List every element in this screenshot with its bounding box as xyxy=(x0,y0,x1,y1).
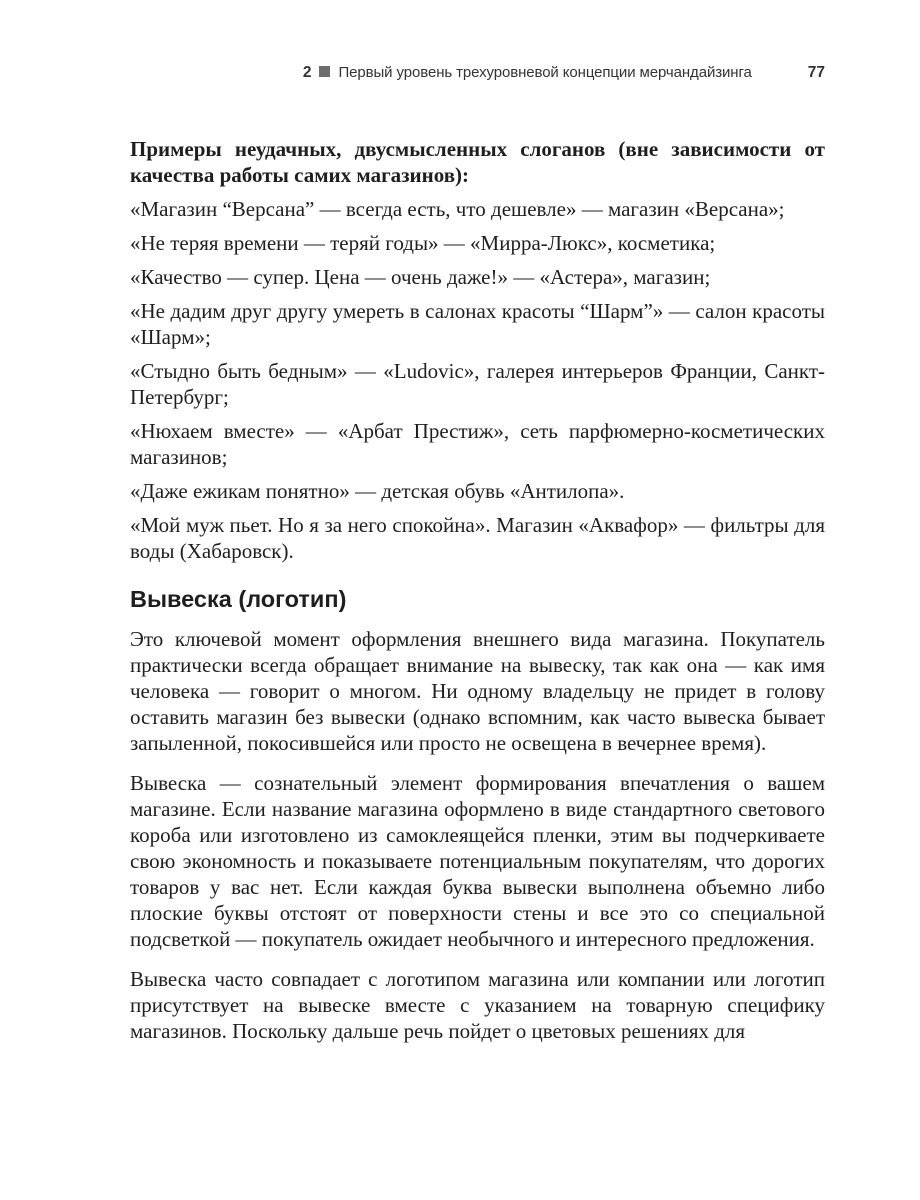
slogan-item-5: «Стыдно быть бедным» — «Ludovic», галерея интерьеров Франции, Санкт-Петербург; xyxy=(130,359,825,409)
chapter-number: 2 xyxy=(302,64,312,81)
paragraph-1: Это ключевой момент оформления внешнего вида магазина. Покупатель практически всегда обращает внимание на вывеску, так как она — как имя человека — говорит о многом. Ни одному владельцу не придет в голову оставить магазин без вывески (однако вспомним, как часто вывеска бывает запыленной, покосившейся или просто не освещена в вечернее время). xyxy=(130,627,825,755)
slogan-item-4: «Не дадим друг другу умереть в салонах красоты “Шарм”» — салон красоты «Шарм»; xyxy=(130,299,825,349)
page-body xyxy=(130,136,825,1058)
slogan-item-2: «Не теряя времени — теряй годы» — «Мирра-Люкс», косметика; xyxy=(130,231,716,255)
slogan-item-8: «Мой муж пьет. Но я за него спокойна». Магазин «Аквафор» — фильтры для воды (Хабаровск). xyxy=(130,513,825,563)
section-heading: Вывеска (логотип) xyxy=(130,586,347,612)
slogan-item-3: «Качество — супер. Цена — очень даже!» — «Астера», магазин; xyxy=(130,265,711,289)
running-header xyxy=(130,64,825,90)
slogans-title: Примеры неудачных, двусмысленных слоганов (вне зависимости от качества работы самих магазинов): xyxy=(130,137,825,187)
chapter-title: Первый уровень трехуровневой концепции мерчандайзинга xyxy=(338,64,752,81)
slogan-item-6: «Нюхаем вместе» — «Арбат Престиж», сеть парфюмерно-косметических магазинов; xyxy=(130,419,825,469)
slogan-item-7: «Даже ежикам понятно» — детская обувь «Антилопа». xyxy=(130,479,625,503)
page-number: 77 xyxy=(807,64,825,81)
chapter-marker-square-icon xyxy=(319,66,330,77)
slogan-item-1: «Магазин “Версана” — всегда есть, что дешевле» — магазин «Версана»; xyxy=(130,197,785,221)
paragraph-3: Вывеска часто совпадает с логотипом магазина или компании или логотип присутствует на вывеске вместе с указанием на товарную специфику магазинов. Поскольку дальше речь пойдет о цветовых решениях для xyxy=(130,967,825,1043)
paragraph-2: Вывеска — сознательный элемент формирования впечатления о вашем магазине. Если название магазина оформлено в виде стандартного светового короба или изготовлено из самоклеящейся пленки, этим вы подчеркиваете свою экономность и показываете потенциальным покупателям, что дорогих товаров у вас нет. Если каждая буква вывески выполнена объемно либо плоские буквы отстоят от поверхности стены и все это со специальной подсветкой — покупатель ожидает необычного и интересного предложения. xyxy=(130,771,825,951)
